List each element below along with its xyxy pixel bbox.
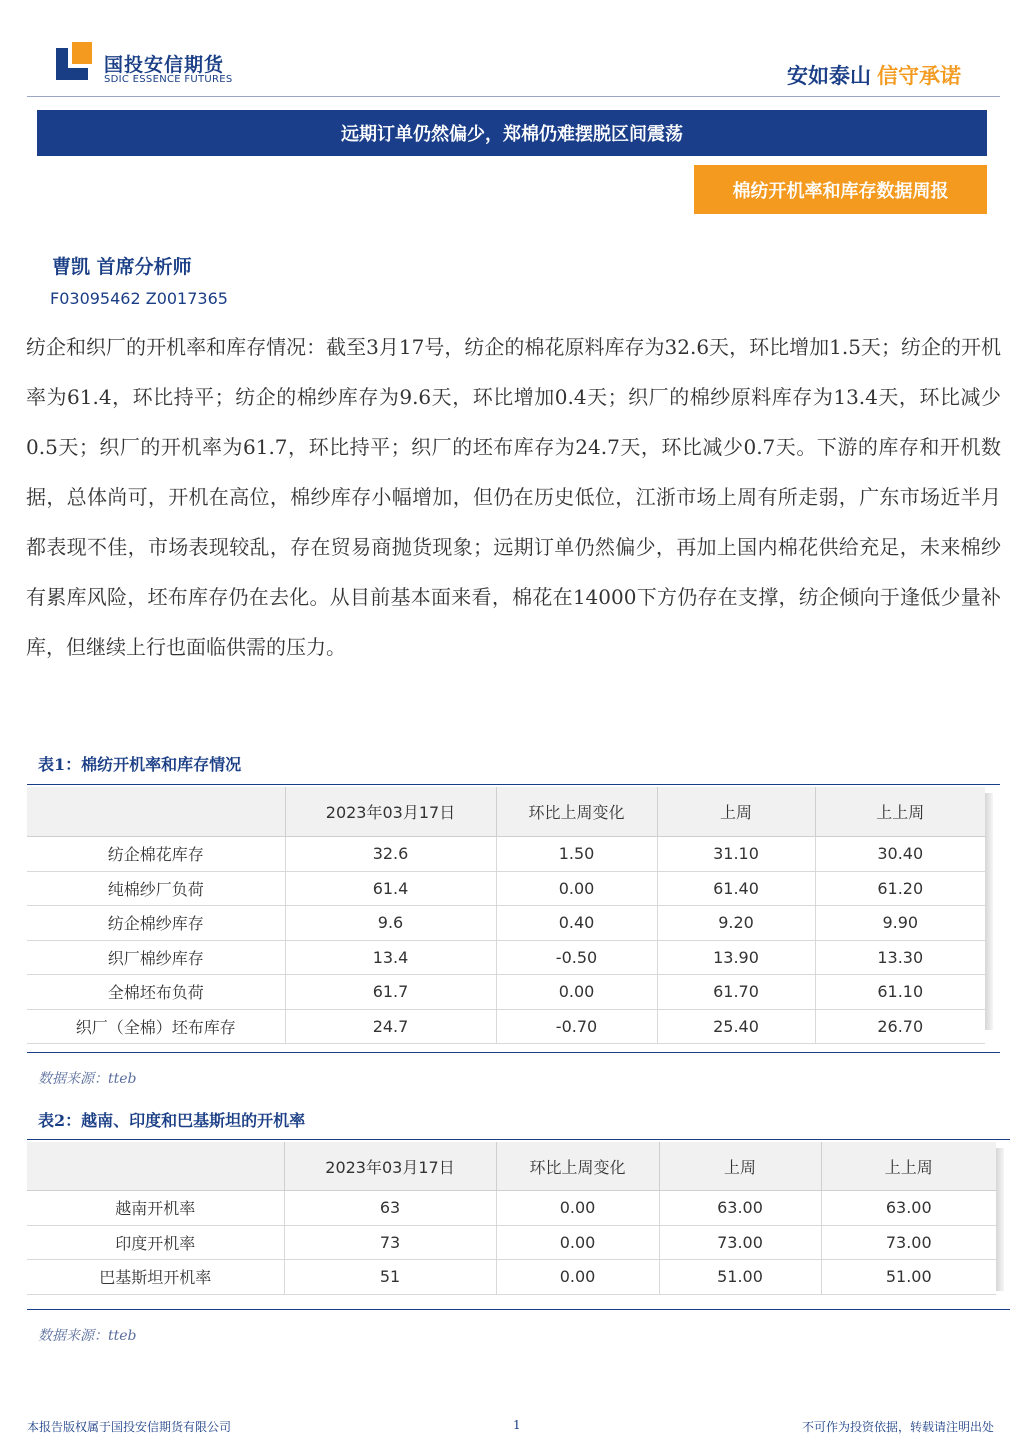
table-cell: 0.40 <box>496 906 657 941</box>
table-row <box>27 1191 996 1226</box>
table-cell: 0.00 <box>496 871 657 906</box>
table-header-cell: 2023年03月17日 <box>284 1142 496 1191</box>
table1-source: 数据来源：tteb <box>38 1071 137 1087</box>
analyst-name: 曹凯 首席分析师 <box>52 256 192 278</box>
company-name-en: SDIC ESSENCE FUTURES <box>104 74 233 85</box>
row-label: 越南开机率 <box>27 1191 284 1226</box>
table-header-cell: 环比上周变化 <box>496 1142 659 1191</box>
table-cell: 0.00 <box>496 975 657 1010</box>
table-row <box>27 1260 996 1295</box>
table-cell: 0.00 <box>496 1225 659 1260</box>
table-cell: 61.4 <box>285 871 496 906</box>
table-row <box>27 1225 996 1260</box>
table-cell: 9.20 <box>657 906 815 941</box>
slogan <box>787 60 961 90</box>
page-number: 1 <box>513 1418 521 1432</box>
row-label: 印度开机率 <box>27 1225 284 1260</box>
table-cell: 9.90 <box>815 906 985 941</box>
table1-shadow <box>985 793 993 1030</box>
table-row <box>27 1009 985 1044</box>
report-tag: 棉纺开机率和库存数据周报 <box>694 165 987 214</box>
row-label: 巴基斯坦开机率 <box>27 1260 284 1295</box>
table-cell: 9.6 <box>285 906 496 941</box>
table-cell: 73.00 <box>659 1225 821 1260</box>
table-row <box>27 940 985 975</box>
slogan-part1: 安如泰山 <box>787 64 871 88</box>
table-header-row <box>27 1142 996 1191</box>
table2-source: 数据来源：tteb <box>38 1328 137 1344</box>
row-label: 织厂棉纱库存 <box>27 940 285 975</box>
table-cell: 63.00 <box>821 1191 996 1226</box>
table-row <box>27 837 985 872</box>
table-header-cell: 2023年03月17日 <box>285 787 496 837</box>
table1-top-rule <box>27 784 1000 785</box>
footer-disclaimer: 不可作为投资依据，转载请注明出处 <box>801 1420 994 1434</box>
table-cell: 63 <box>284 1191 496 1226</box>
table-cell: 26.70 <box>815 1009 985 1044</box>
table2-top-rule <box>27 1139 1010 1140</box>
table-cell: 61.70 <box>657 975 815 1010</box>
table-row <box>27 975 985 1010</box>
row-label: 全棉坯布负荷 <box>27 975 285 1010</box>
table-cell: 13.90 <box>657 940 815 975</box>
table-cell: 61.7 <box>285 975 496 1010</box>
table-cell: -0.50 <box>496 940 657 975</box>
table2-bottom-rule <box>27 1309 1010 1310</box>
table-cell: 73.00 <box>821 1225 996 1260</box>
table-cell: 0.00 <box>496 1191 659 1226</box>
table-header-cell: 上上周 <box>821 1142 996 1191</box>
table-cell: 13.4 <box>285 940 496 975</box>
analyst-ids: F03095462 Z0017365 <box>50 289 228 308</box>
table-header-cell <box>27 787 285 837</box>
table-cell: 32.6 <box>285 837 496 872</box>
table-row <box>27 871 985 906</box>
table-cell: 13.30 <box>815 940 985 975</box>
table-cell: 25.40 <box>657 1009 815 1044</box>
table-header-cell: 上周 <box>659 1142 821 1191</box>
table1 <box>27 787 985 1044</box>
table-header-cell: 上上周 <box>815 787 985 837</box>
summary-paragraph: 纺企和织厂的开机率和库存情况：截至3月17号，纺企的棉花原料库存为32.6天，环比增加1.5天；纺企的开机率为61.4，环比持平；纺企的棉纱库存为9.6天，环比增加0.4天；织厂的棉纱原料库存为13.4天，环比减少0.5天；织厂的开机率为61.7，环比持平；织厂的坯布库存为24.7天，环比减少0.7天。下游的库存和开机数据，总体尚可，开机在高位，棉纱库存小幅增加，但仍在历史低位，江浙市场上周有所走弱，广东市场近半月都表现不佳，市场表现较乱，存在贸易商抛货现象；远期订单仍然偏少，再加上国内棉花供给充足，未来棉纱有累库风险，坯布库存仍在去化。从目前基本面来看，棉花在14000下方仍存在支撑，纺企倾向于逢低少量补库，但继续上行也面临供需的压力。 <box>26 335 1001 659</box>
table-cell: 24.7 <box>285 1009 496 1044</box>
slogan-part2: 信守承诺 <box>877 64 961 88</box>
table-header-cell: 上周 <box>657 787 815 837</box>
table-cell: 51.00 <box>821 1260 996 1295</box>
table-header-row <box>27 787 985 837</box>
table1-bottom-rule <box>27 1052 1000 1053</box>
table2-caption: 表2：越南、印度和巴基斯坦的开机率 <box>38 1111 306 1130</box>
table2-shadow <box>996 1148 1004 1291</box>
row-label: 纺企棉花库存 <box>27 837 285 872</box>
row-label: 织厂（全棉）坯布库存 <box>27 1009 285 1044</box>
table2 <box>27 1142 996 1295</box>
company-logo-icon <box>54 40 96 82</box>
footer-copyright: 本报告版权属于国投安信期货有限公司 <box>27 1420 232 1434</box>
table-header-cell <box>27 1142 284 1191</box>
table-cell: 63.00 <box>659 1191 821 1226</box>
header-divider <box>27 96 1000 97</box>
table-cell: 61.20 <box>815 871 985 906</box>
report-title: 远期订单仍然偏少，郑棉仍难摆脱区间震荡 <box>37 110 987 156</box>
row-label: 纺企棉纱库存 <box>27 906 285 941</box>
company-name-cn: 国投安信期货 <box>104 54 225 76</box>
table-cell: 31.10 <box>657 837 815 872</box>
table1-caption: 表1：棉纺开机率和库存情况 <box>38 755 242 774</box>
table-cell: 51 <box>284 1260 496 1295</box>
table-cell: 61.40 <box>657 871 815 906</box>
table-cell: 1.50 <box>496 837 657 872</box>
table-cell: 0.00 <box>496 1260 659 1295</box>
table-cell: 51.00 <box>659 1260 821 1295</box>
row-label: 纯棉纱厂负荷 <box>27 871 285 906</box>
table-cell: 73 <box>284 1225 496 1260</box>
table-cell: 30.40 <box>815 837 985 872</box>
table-header-cell: 环比上周变化 <box>496 787 657 837</box>
table-cell: -0.70 <box>496 1009 657 1044</box>
table-cell: 61.10 <box>815 975 985 1010</box>
table-row <box>27 906 985 941</box>
